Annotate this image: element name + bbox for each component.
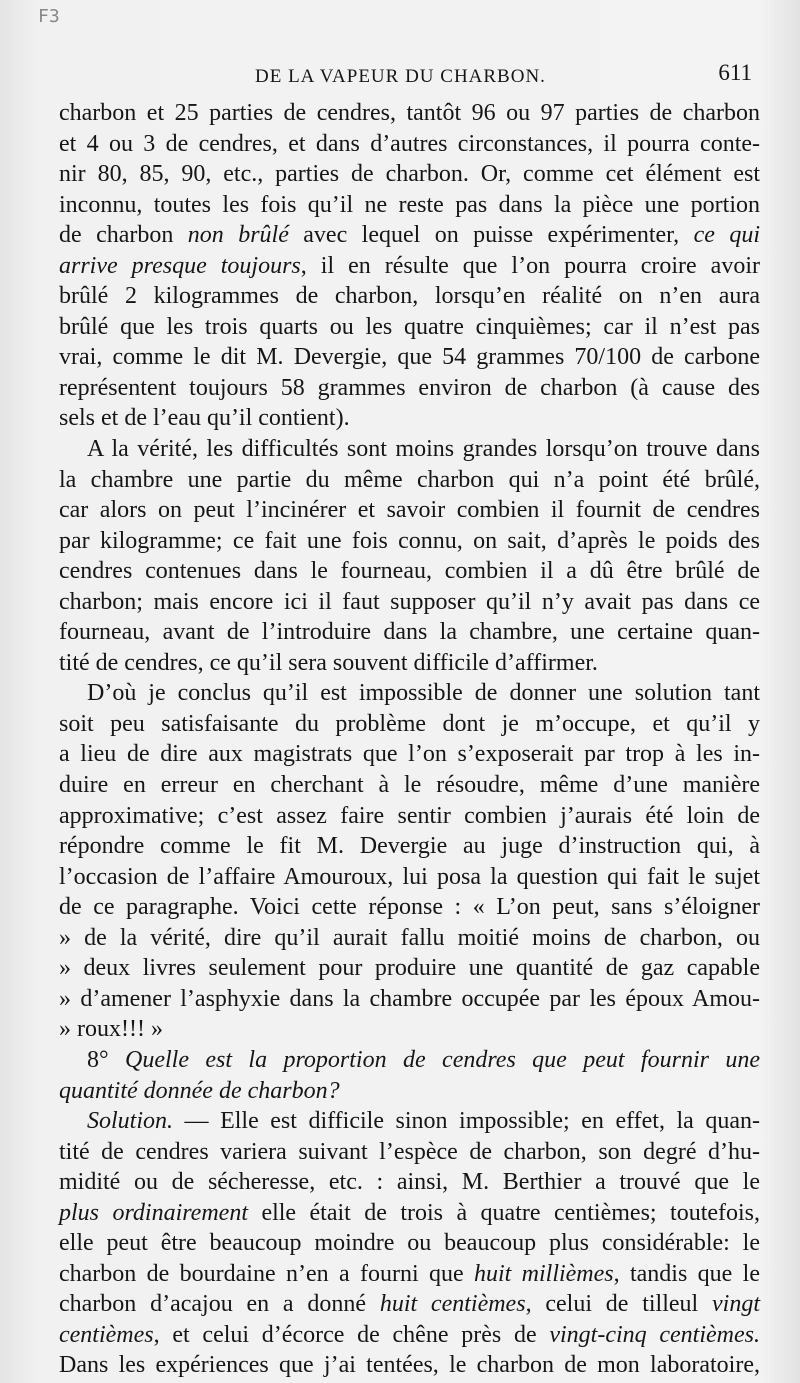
text-line (59, 1014, 760, 1045)
text-line (59, 129, 760, 160)
text-segment: avec lequel on puisse expérimenter, (288, 222, 694, 249)
text-line (59, 770, 760, 801)
text-line (59, 190, 760, 221)
text-segment: nir 80, 85, 90, etc., parties de charbon. Or, comme cet élément est (59, 161, 760, 188)
text-line (59, 892, 760, 923)
text-line (59, 98, 760, 129)
italic-text: huit centièmes (379, 1291, 526, 1318)
text-line (59, 220, 760, 251)
text-segment: » de la vérité, dire qu’il aurait fallu moitié moins de charbon, ou (59, 924, 760, 951)
text-line (59, 617, 760, 648)
text-segment: répondre comme le fit M. Devergie au juge d’instruction qui, à (59, 833, 760, 860)
text-segment: de charbon (59, 222, 188, 249)
text-line (59, 953, 760, 984)
text-segment: charbon de bourdaine n’en a fourni que (59, 1260, 474, 1287)
text-segment: » roux!!! » (59, 1016, 163, 1043)
text-segment: » d’amener l’asphyxie dans la chambre occupée par les époux Amou- (59, 985, 760, 1012)
text-segment: tité de cendres, ce qu’il sera souvent difficile d’affirmer. (59, 649, 598, 676)
text-line (59, 556, 760, 587)
text-segment: , tandis que le (613, 1260, 760, 1287)
italic-text: Solution. (87, 1108, 174, 1135)
italic-text: non brûlé (187, 222, 289, 249)
text-segment: et 4 ou 3 de cendres, et dans d’autres circonstances, il pourra conte- (59, 130, 760, 157)
text-segment: elle peut être beaucoup moindre ou beaucoup plus considérable: le (59, 1230, 760, 1257)
text-line (59, 648, 760, 679)
text-line (59, 831, 760, 862)
text-segment: charbon; mais encore ici il faut supposer qu’il n’y avait pas dans ce (59, 588, 760, 615)
text-line (59, 312, 760, 343)
text-segment: charbon et 25 parties de cendres, tantôt 96 ou 97 parties de charbon (59, 100, 760, 126)
text-line (59, 526, 760, 557)
text-segment: représentent toujours 58 grammes environ de charbon (à cause des (59, 374, 760, 401)
text-line (59, 342, 760, 373)
text-line (59, 587, 760, 618)
text-line (59, 434, 760, 465)
text-segment: — Elle est difficile sinon impossible; en effet, la quan- (173, 1108, 760, 1135)
text-segment: car alors on peut l’incinérer et savoir combien il fournit de cendres (59, 497, 760, 524)
page-header (60, 60, 760, 94)
text-segment: Dans les expériences que j’ai tentées, le charbon de mon laboratoire, (59, 1352, 760, 1379)
text-segment: » deux livres seulement pour produire une quantité de gaz capable (59, 955, 760, 982)
text-segment: , il en résulte que l’on pourra croire avoir (300, 252, 760, 279)
body-text (59, 98, 760, 1381)
text-line (59, 495, 760, 526)
text-segment: , celui de tilleul (525, 1291, 712, 1318)
text-line (59, 1289, 760, 1320)
italic-text: centièmes (59, 1321, 154, 1348)
text-segment: duire en erreur en cherchant à le résoudre, même d’une manière (59, 772, 760, 799)
text-segment: tité de cendres variera suivant l’espèce de charbon, son degré d’hu- (59, 1138, 760, 1165)
italic-text: huit millièmes (473, 1260, 614, 1287)
text-segment: vrai, comme le dit M. Devergie, que 54 grammes 70/100 de carbone (59, 344, 760, 371)
text-line (59, 1076, 760, 1107)
text-line (59, 739, 760, 770)
text-line (59, 1137, 760, 1168)
text-segment: la chambre une partie du même charbon qui n’a point été brûlé, (59, 466, 760, 493)
running-title: DE LA VAPEUR DU CHARBON. (255, 66, 546, 87)
text-segment: D’où je conclus qu’il est impossible de donner une solution tant (87, 680, 760, 707)
text-line (59, 984, 760, 1015)
italic-text: quantité donnée de charbon? (59, 1077, 340, 1104)
text-segment: , et celui d’écorce de chêne près de (153, 1321, 550, 1348)
text-line (59, 862, 760, 893)
text-segment: midité ou de sécheresse, etc. : ainsi, M. Berthier a trouvé que le (59, 1169, 760, 1196)
text-segment: A la vérité, les difficultés sont moins grandes lorsqu’on trouve dans (87, 436, 760, 463)
text-line (59, 1045, 760, 1076)
text-segment: par kilogramme; ce fait une fois connu, on sait, d’après le poids des (59, 527, 760, 554)
corner-mark: F3 (38, 6, 60, 27)
text-segment: sels et de l’eau qu’il contient). (59, 405, 350, 432)
italic-text: plus ordinairement (59, 1199, 248, 1226)
text-line (59, 1167, 760, 1198)
text-segment: soit peu satisfaisante du problème dont je m’occupe, et qu’il y (59, 710, 760, 737)
text-segment: 8° (87, 1046, 125, 1073)
text-line (59, 1106, 760, 1137)
italic-text: Quelle est la proportion de cendres que peut fournir une (125, 1046, 760, 1073)
text-segment: l’occasion de l’affaire Amouroux, lui posa la question qui fait le sujet (59, 863, 760, 890)
text-line (59, 678, 760, 709)
text-line (59, 281, 760, 312)
text-segment: approximative; c’est assez faire sentir combien j’aurais été loin de (59, 802, 760, 829)
text-segment: brûlé 2 kilogrammes de charbon, lorsqu’en réalité on n’en aura (59, 283, 760, 310)
text-segment: cendres contenues dans le fourneau, combien il a dû être brûlé de (59, 558, 760, 585)
text-line (59, 923, 760, 954)
text-segment: charbon d’acajou en a donné (59, 1291, 380, 1318)
italic-text: arrive presque toujours (59, 252, 301, 279)
text-segment: inconnu, toutes les fois qu’il ne reste pas dans la pièce une portion (59, 191, 760, 218)
text-line (59, 1259, 760, 1290)
text-line (59, 709, 760, 740)
text-line (59, 1350, 760, 1381)
italic-text: vingt (712, 1291, 760, 1318)
text-line (59, 801, 760, 832)
text-line (59, 465, 760, 496)
text-line (59, 1320, 760, 1351)
text-line (59, 403, 760, 434)
text-line (59, 1228, 760, 1259)
text-segment: a lieu de dire aux magistrats que l’on s’exposerait par trop à les in- (59, 741, 760, 768)
text-segment: elle était de trois à quatre centièmes; toutefois, (248, 1199, 761, 1226)
text-segment: brûlé que les trois quarts ou les quatre cinquièmes; car il n’est pas (59, 313, 760, 340)
italic-text: ce qui (693, 222, 760, 249)
text-segment: de ce paragraphe. Voici cette réponse : « L’on peut, sans s’éloigner (59, 894, 760, 921)
text-segment: fourneau, avant de l’introduire dans la chambre, une certaine quan- (59, 619, 760, 646)
text-line (59, 159, 760, 190)
text-line (59, 373, 760, 404)
text-line (59, 1198, 760, 1229)
text-line (59, 251, 760, 282)
italic-text: vingt-cinq centièmes. (549, 1321, 760, 1348)
page-number: 611 (718, 60, 752, 85)
